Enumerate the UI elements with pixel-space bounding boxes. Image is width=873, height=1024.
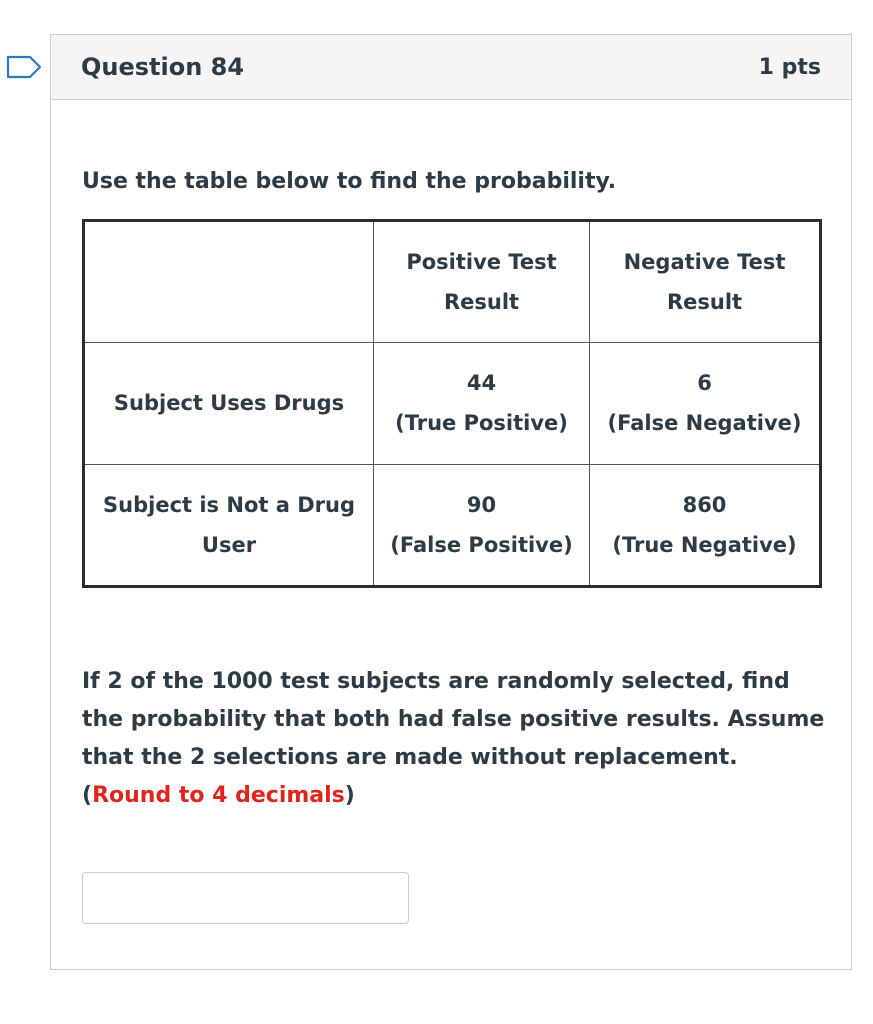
table-cell: [374, 343, 590, 464]
table-header-empty: [84, 221, 374, 343]
cell-value: 44: [466, 371, 497, 396]
table-header-row: [84, 221, 821, 343]
cell-note: (False Positive): [390, 532, 573, 557]
question-card: [50, 34, 852, 970]
answer-input[interactable]: [82, 872, 409, 924]
table-cell: [374, 464, 590, 586]
question-prompt: [82, 663, 827, 815]
data-table: [82, 219, 822, 588]
table-cell: [590, 464, 821, 586]
question-title: Question 84: [81, 53, 245, 81]
cell-value: 860: [682, 492, 727, 517]
question-header: [51, 35, 851, 100]
prompt-text: If 2 of the 1000 test subjects are randomly selected, find the probability that both had false positive results. Assume that the 2 selections are made without replacement. (: [82, 669, 825, 808]
cell-value: 6: [697, 371, 712, 396]
row-label: Subject Uses Drugs: [84, 343, 374, 464]
cell-value: 90: [466, 492, 497, 517]
prompt-close: ): [344, 783, 355, 808]
rounding-instruction: Round to 4 decimals: [92, 783, 345, 808]
table-header-positive: Positive Test Result: [374, 221, 590, 343]
table-row: [84, 464, 821, 586]
flag-question-icon[interactable]: [6, 55, 42, 79]
cell-note: (False Negative): [607, 411, 802, 436]
cell-note: (True Negative): [612, 532, 797, 557]
table-row: [84, 343, 821, 464]
row-label: Subject is Not a Drug User: [84, 464, 374, 586]
cell-note: (True Positive): [395, 411, 568, 436]
table-cell: [590, 343, 821, 464]
question-points: 1 pts: [758, 54, 821, 80]
question-intro: Use the table below to find the probability.: [82, 169, 617, 194]
table-header-negative: Negative Test Result: [590, 221, 821, 343]
